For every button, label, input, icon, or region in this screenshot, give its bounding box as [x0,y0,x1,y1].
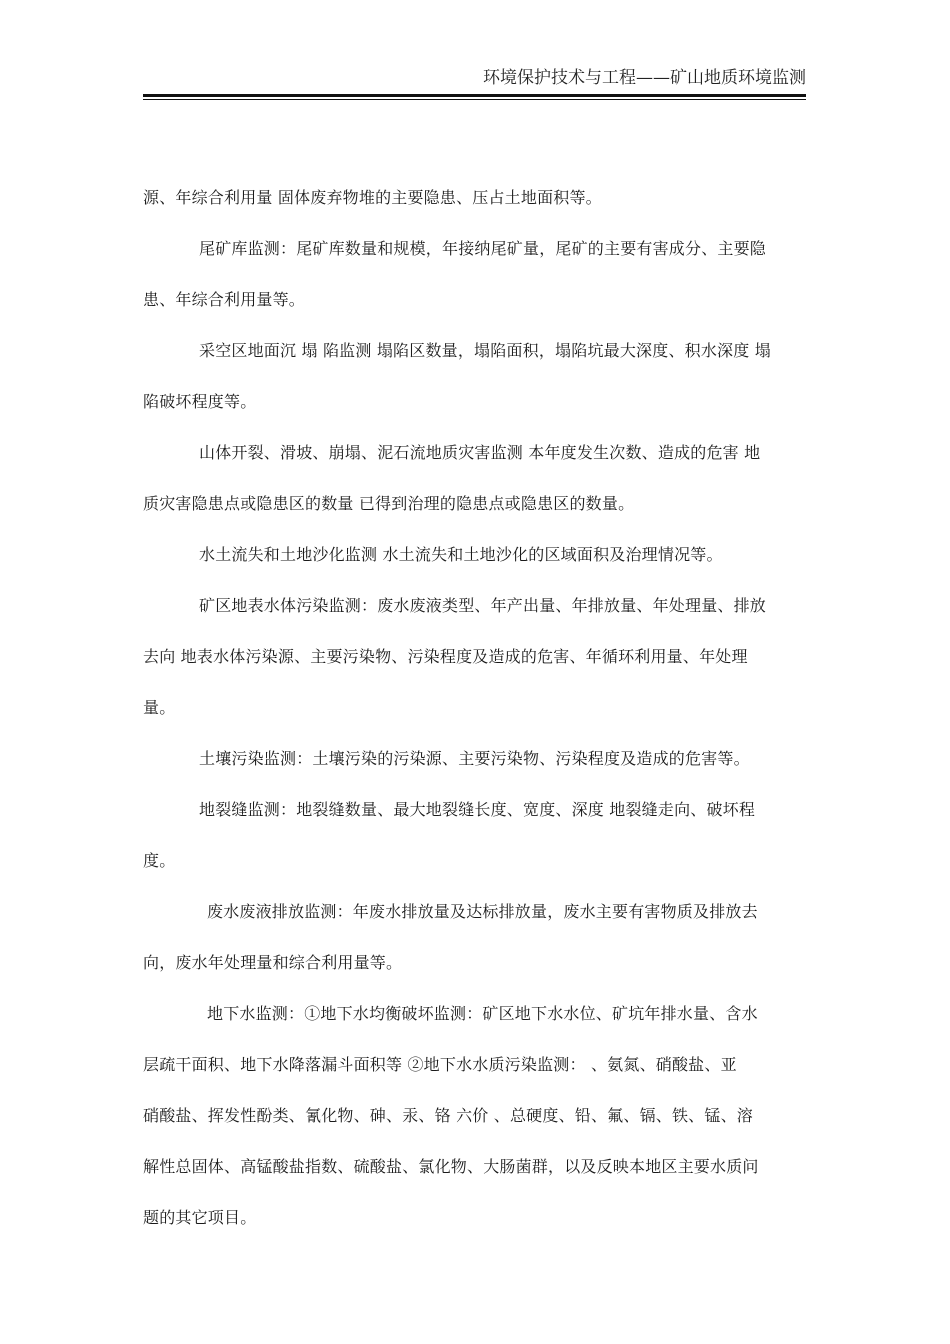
paragraph-soil-pollution-monitoring [143,733,806,784]
text-line: 水土流失和土地沙化监测 水土流失和土地沙化的区域面积及治理情况等。 [199,545,723,564]
document-body [143,172,806,1243]
text-line: 采空区地面沉 塌 陷监测 塌陷区数量，塌陷面积，塌陷坑最大深度、积水深度 塌 [199,341,771,360]
paragraph-groundwater-monitoring [143,988,806,1243]
paragraph-ground-fissure-monitoring [143,784,806,886]
text-line: 地下水监测：①地下水均衡破坏监测：矿区地下水水位、矿坑年排水量、含水 [207,1004,758,1023]
paragraph-surface-water-monitoring [143,580,806,733]
text-line: 量。 [143,698,176,717]
text-line: 土壤污染监测：土壤污染的污染源、主要污染物、污染程度及造成的危害等。 [199,749,750,768]
text-line: 去向 地表水体污染源、主要污染物、污染程度及造成的危害、年循环利用量、年处理 [143,647,748,666]
text-line: 向，废水年处理量和综合利用量等。 [143,953,403,972]
header-rule-thick [143,94,806,97]
paragraph-tailings-monitoring [143,223,806,325]
text-line: 矿区地表水体污染监测：废水废液类型、年产出量、年排放量、年处理量、排放 [199,596,767,615]
text-line: 废水废液排放监测：年废水排放量及达标排放量，废水主要有害物质及排放去 [207,902,758,921]
text-line: 度。 [143,851,176,870]
text-line: 解性总固体、高锰酸盐指数、硫酸盐、氯化物、大肠菌群，以及反映本地区主要水质问 [143,1157,759,1176]
header-rule-thin [143,99,806,100]
text-line: 陷破坏程度等。 [143,392,257,411]
page-header [143,66,806,96]
text-line: 源、年综合利用量 固体废弃物堆的主要隐患、压占土地面积等。 [143,188,602,207]
header-title: 环境保护技术与工程——矿山地质环境监测 [483,68,806,88]
paragraph-subsidence-monitoring [143,325,806,427]
paragraph-geohazard-monitoring [143,427,806,529]
text-line: 硝酸盐、挥发性酚类、氰化物、砷、汞、铬 六价 、总硬度、铅、氟、镉、铁、锰、溶 [143,1106,753,1125]
text-line: 山体开裂、滑坡、崩塌、泥石流地质灾害监测 本年度发生次数、造成的危害 地 [199,443,761,462]
text-line: 患、年综合利用量等。 [143,290,306,309]
text-line: 题的其它项目。 [143,1208,257,1227]
paragraph-waste-pile-continued [143,172,806,223]
paragraph-wastewater-discharge-monitoring [143,886,806,988]
text-line: 层疏干面积、地下水降落漏斗面积等 ②地下水水质污染监测： 、氨氮、硝酸盐、亚 [143,1055,737,1074]
text-line: 尾矿库监测：尾矿库数量和规模，年接纳尾矿量，尾矿的主要有害成分、主要隐 [199,239,767,258]
text-line: 质灾害隐患点或隐患区的数量 已得到治理的隐患点或隐患区的数量。 [143,494,635,513]
paragraph-soil-erosion-monitoring [143,529,806,580]
text-line: 地裂缝监测：地裂缝数量、最大地裂缝长度、宽度、深度 地裂缝走向、破坏程 [199,800,756,819]
